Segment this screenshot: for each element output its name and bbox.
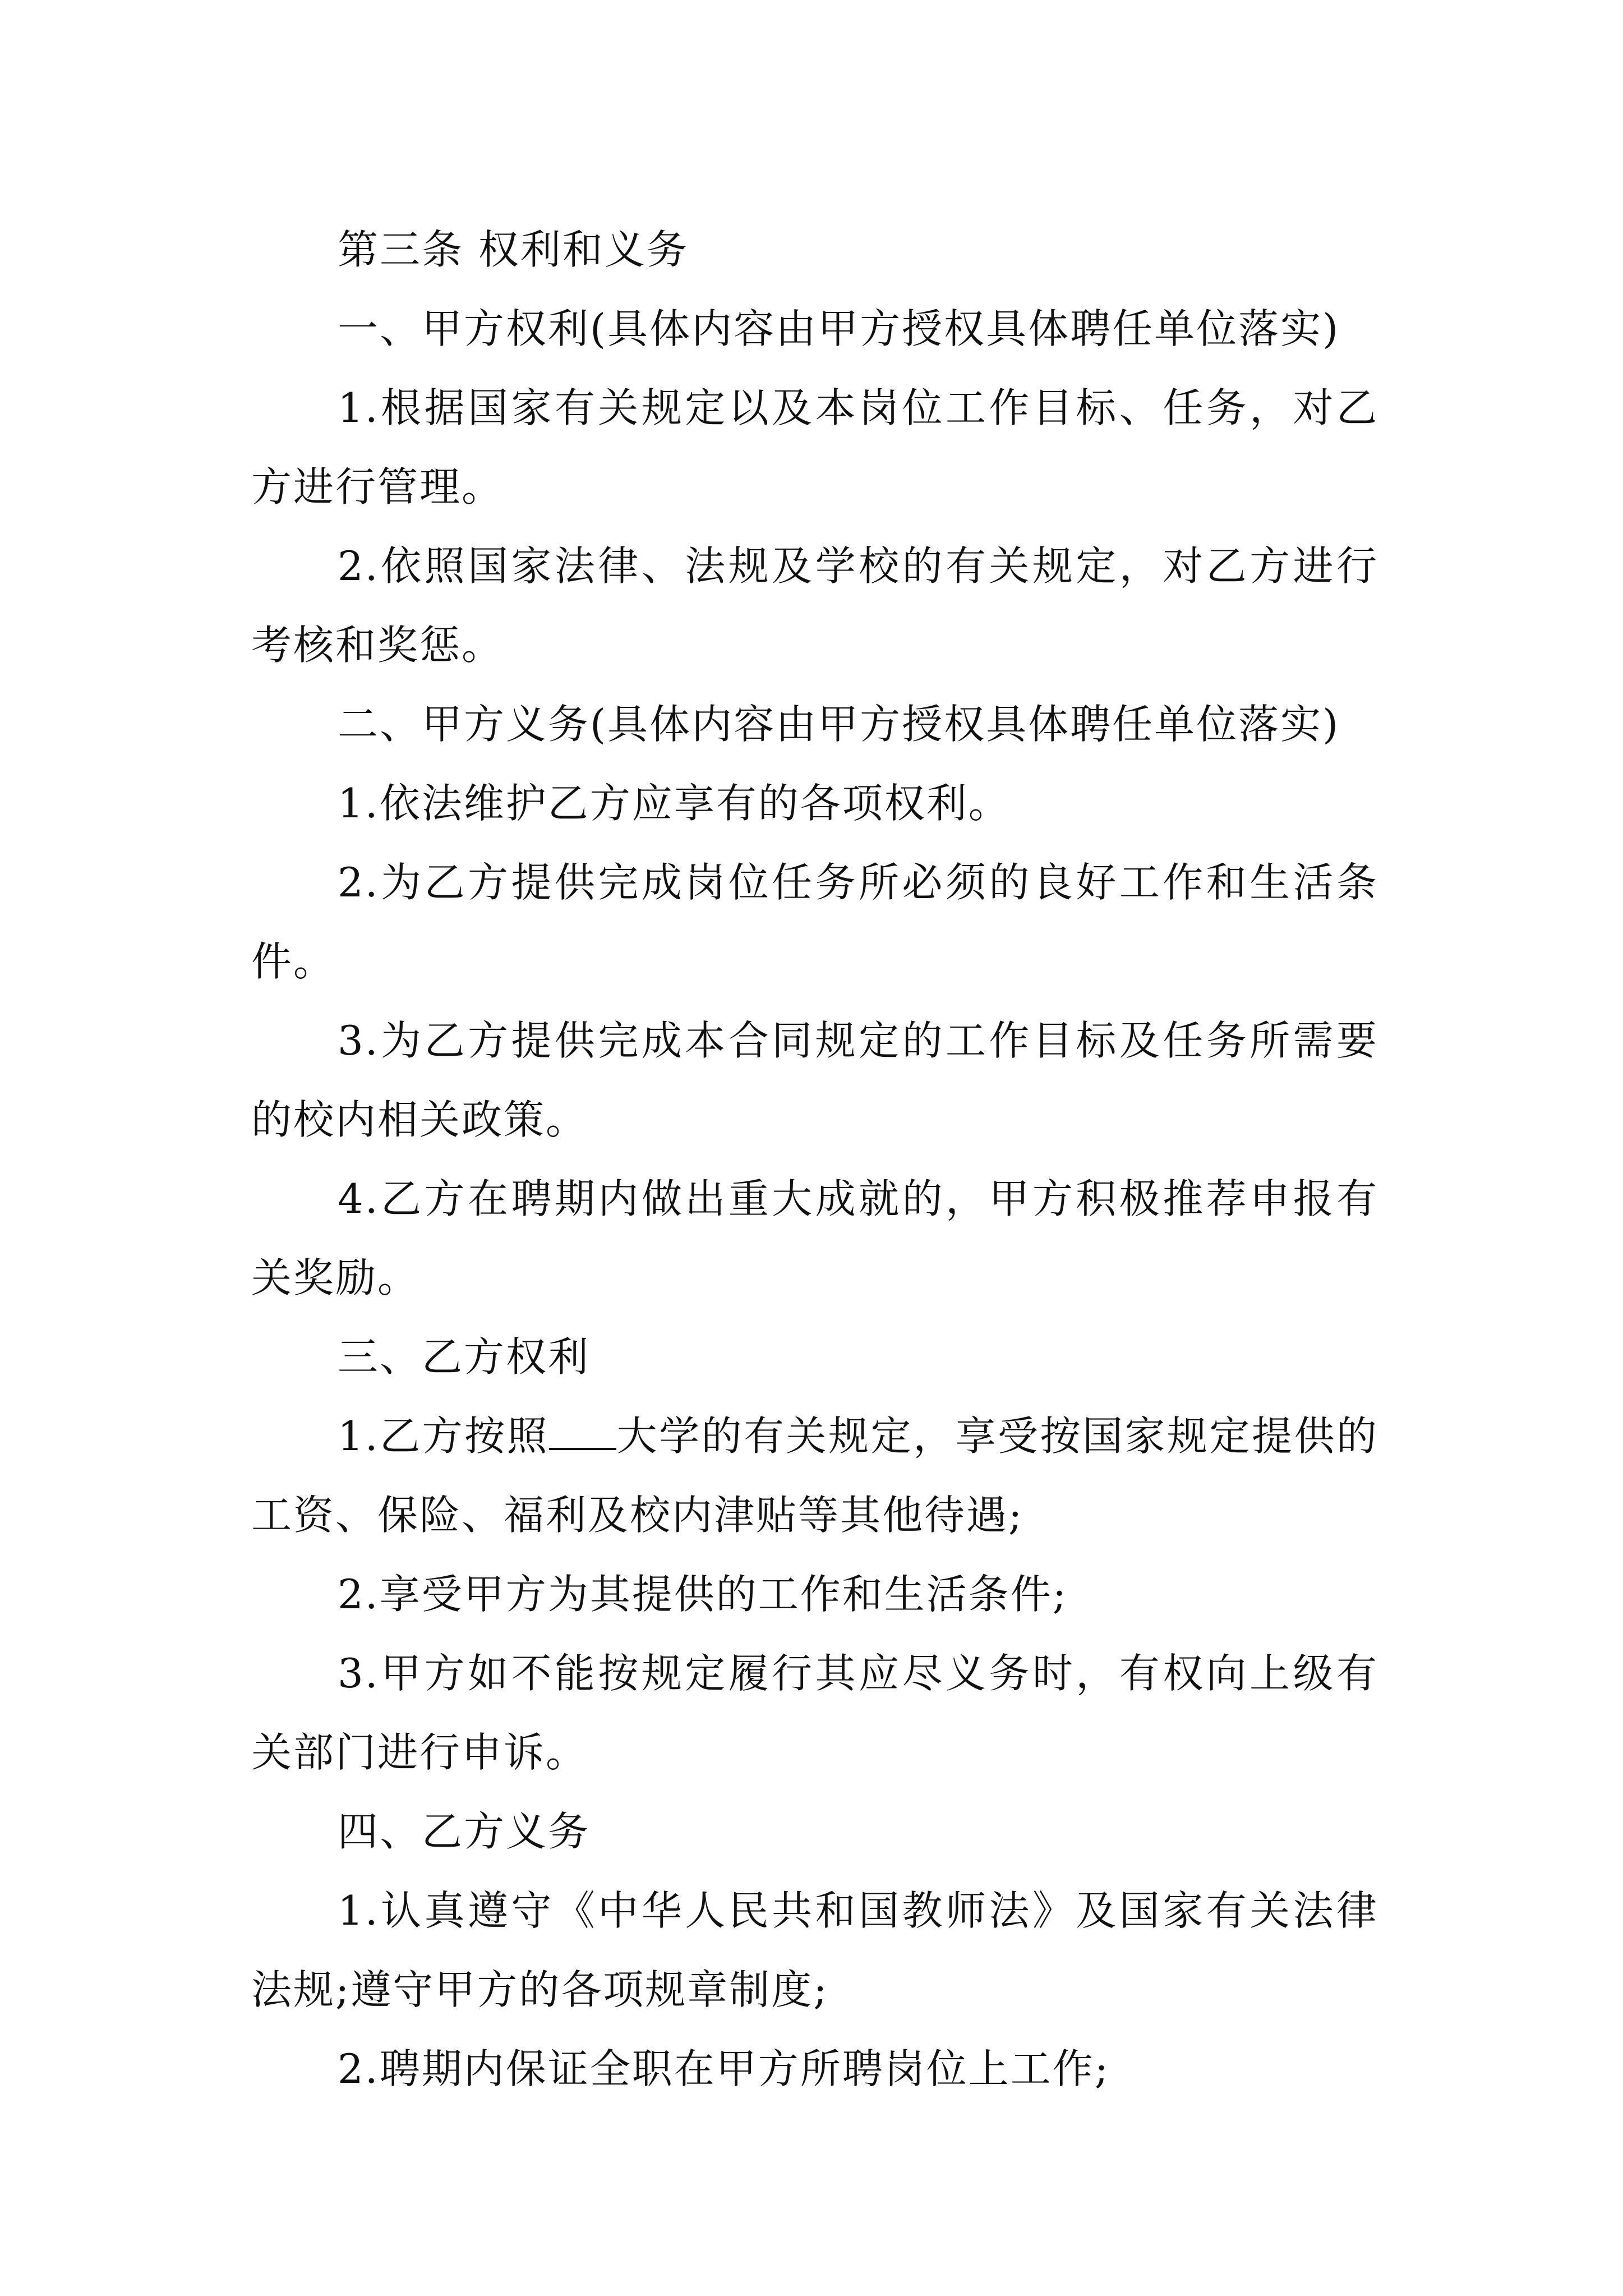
list-item: 3.甲方如不能按规定履行其应尽义务时，有权向上级有关部门进行申诉。	[251, 1650, 1378, 1776]
list-item-text-start: 1.乙方按照	[338, 1412, 550, 1460]
list-item: 2.享受甲方为其提供的工作和生活条件;	[338, 1571, 1068, 1618]
list-item: 4.乙方在聘期内做出重大成就的，甲方积极推荐申报有关奖励。	[251, 1175, 1378, 1301]
list-item: 1.依法维护乙方应享有的各项权利。	[338, 780, 1011, 827]
list-item: 1.根据国家有关规定以及本岗位工作目标、任务，对乙方进行管理。	[251, 384, 1378, 510]
section-heading-party-a-rights: 一、甲方权利(具体内容由甲方授权具体聘任单位落实)	[338, 305, 1340, 352]
list-item: 3.为乙方提供完成本合同规定的工作目标及任务所需要的校内相关政策。	[251, 1017, 1378, 1143]
section-heading-party-b-rights: 三、乙方权利	[338, 1333, 591, 1381]
list-item	[251, 1397, 1378, 1555]
article-heading: 第三条 权利和义务	[338, 226, 689, 273]
list-item: 2.为乙方提供完成岗位任务所必须的良好工作和生活条件。	[251, 859, 1378, 985]
list-item: 2.依照国家法律、法规及学校的有关规定，对乙方进行考核和奖惩。	[251, 542, 1378, 669]
section-heading-party-a-duties: 二、甲方义务(具体内容由甲方授权具体聘任单位落实)	[338, 701, 1340, 748]
document-body	[251, 210, 1378, 2109]
list-item-text-end: 大学的有关规定，享受按国家规定提供的工资、保险、福利及校内津贴等其他待遇;	[251, 1412, 1378, 1539]
list-item: 2.聘期内保证全职在甲方所聘岗位上工作;	[338, 2045, 1110, 2092]
section-heading-party-b-duties: 四、乙方义务	[338, 1808, 591, 1855]
fill-in-blank	[549, 1414, 616, 1450]
list-item: 1.认真遵守《中华人民共和国教师法》及国家有关法律法规;遵守甲方的各项规章制度;	[251, 1887, 1378, 2013]
